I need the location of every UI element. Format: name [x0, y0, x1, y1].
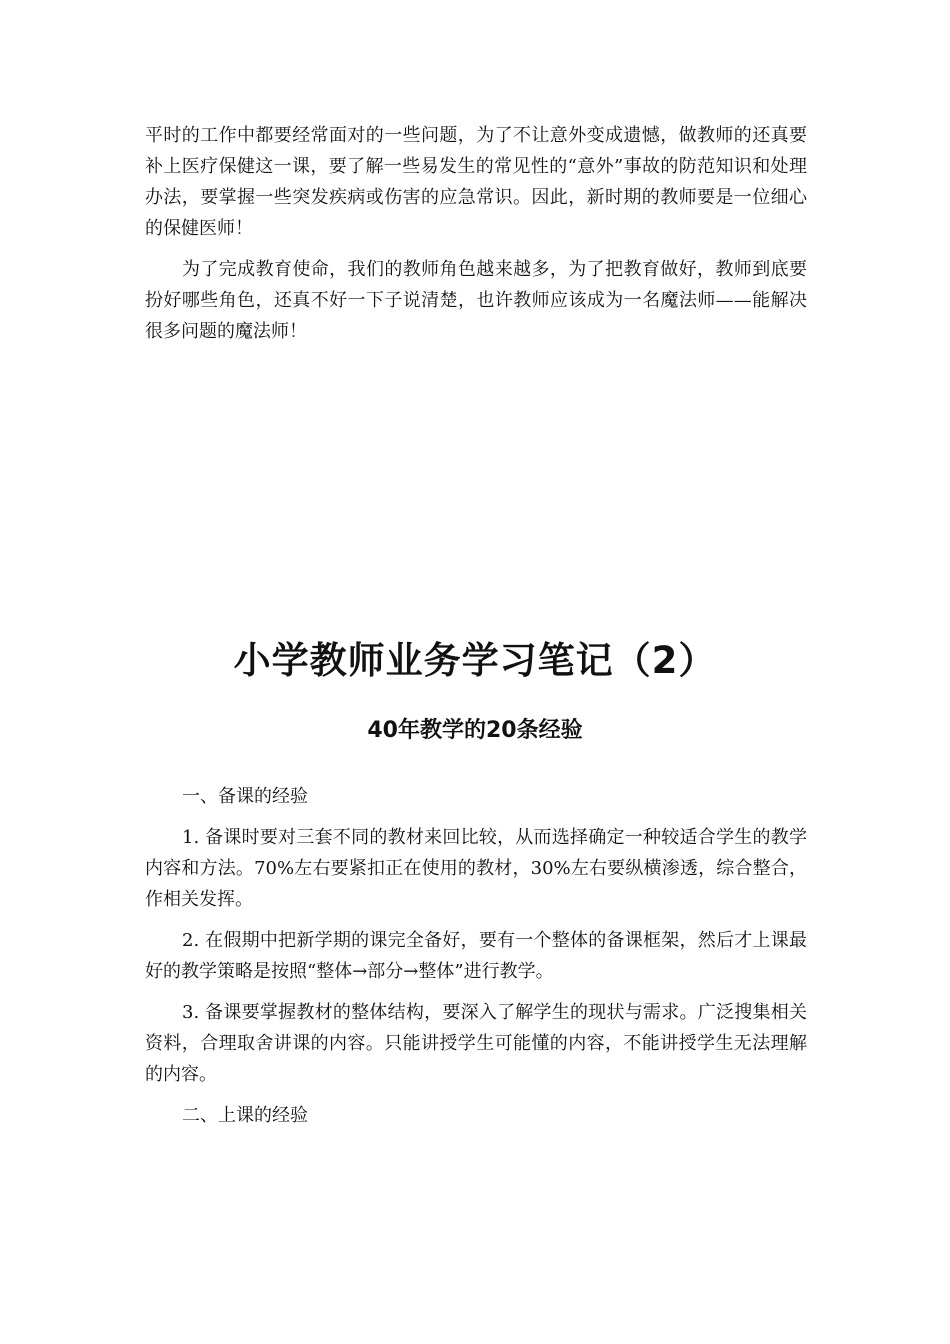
intro-paragraph-1: 平时的工作中都要经常面对的一些问题，为了不让意外变成遗憾，做教师的还真要补上医疗保健这一课，要了解一些易发生的常见性的“意外”事故的防范知识和处理办法，要掌握一些突发疾病或伤害的应急常识。因此，新时期的教师要是一位细心的保健医师！ [145, 125, 807, 239]
list-item-2: 2. 在假期中把新学期的课完全备好，要有一个整体的备课框架，然后才上课最好的教学策略是按照“整体→部分→整体”进行教学。 [145, 930, 807, 982]
intro-paragraph-2: 为了完成教育使命，我们的教师角色越来越多，为了把教育做好，教师到底要扮好哪些角色，还真不好一下子说清楚，也许教师应该成为一名魔法师——能解决很多问题的魔法师！ [145, 259, 807, 342]
section-heading-teaching: 二、上课的经验 [182, 1105, 308, 1126]
article-title: 小学教师业务学习笔记（2） [233, 639, 717, 682]
article-subtitle: 40年教学的20条经验 [367, 718, 583, 743]
section-heading-lesson-prep: 一、备课的经验 [182, 786, 308, 807]
article-body [145, 781, 807, 1131]
intro-text-block [145, 120, 807, 347]
list-item-3: 3. 备课要掌握教材的整体结构，要深入了解学生的现状与需求。广泛搜集相关资料，合理取舍讲课的内容。只能讲授学生可能懂的内容，不能讲授学生无法理解的内容。 [145, 1002, 807, 1085]
list-item-1: 1. 备课时要对三套不同的教材来回比较，从而选择确定一种较适合学生的教学内容和方法。70%左右要紧扣正在使用的教材，30%左右要纵横渗透，综合整合，作相关发挥。 [145, 827, 807, 910]
